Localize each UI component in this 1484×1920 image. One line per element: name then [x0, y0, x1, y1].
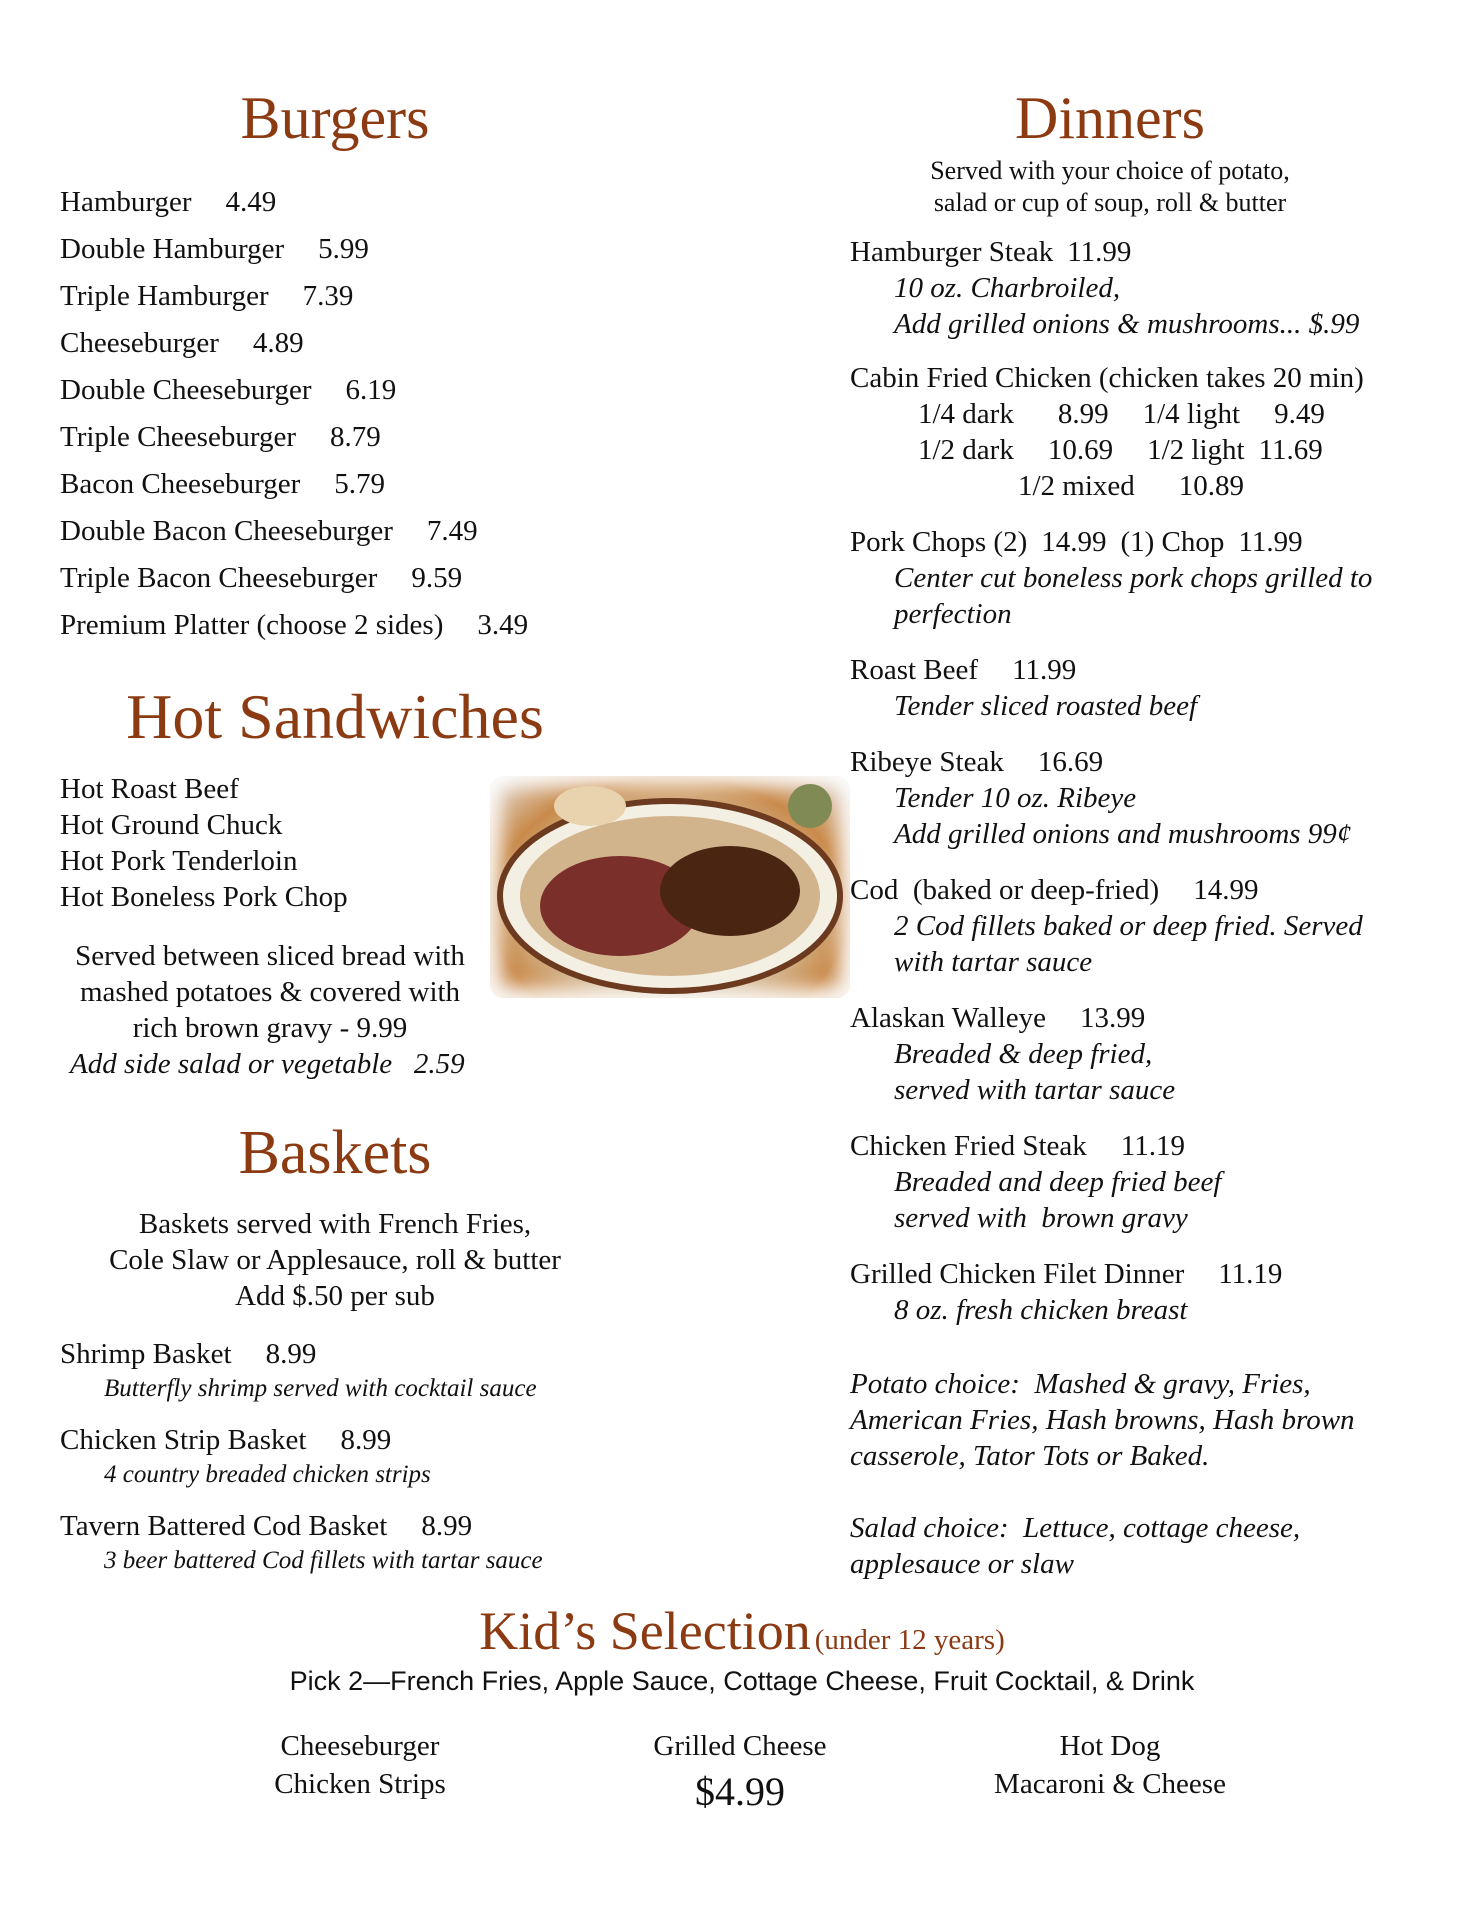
item-name: Bacon Cheeseburger: [60, 468, 301, 500]
item-name: Hamburger: [60, 186, 192, 218]
item-description: Tender 10 oz. Ribeye: [894, 782, 1137, 814]
item-description: with tartar sauce: [894, 946, 1093, 978]
item-price: 11.19: [1218, 1258, 1283, 1290]
kids-item: Macaroni & Cheese: [994, 1768, 1226, 1800]
description-line: Baskets served with French Fries,: [138, 1208, 532, 1240]
item-name: Double Cheeseburger: [60, 374, 312, 406]
kids-item: Hot Dog: [1059, 1730, 1161, 1762]
list-item: [60, 376, 396, 405]
item-price: 4.89: [252, 327, 304, 359]
burgers-heading: Burgers: [240, 85, 430, 151]
item-name: Chicken Strip Basket: [60, 1424, 307, 1456]
kids-item: Grilled Cheese: [653, 1730, 827, 1762]
list-item: [60, 517, 478, 546]
list-item: [60, 470, 385, 499]
dinner-item: [850, 238, 1131, 267]
dinners-subtitle-line: salad or cup of soup, roll & butter: [933, 188, 1287, 217]
list-item: [60, 423, 381, 452]
list-item: [60, 235, 369, 264]
option-label: 1/2 mixed: [1018, 470, 1135, 502]
choice-line: applesauce or slaw: [850, 1548, 1074, 1580]
kids-heading: [0, 1600, 1484, 1662]
item-price: 5.99: [318, 233, 369, 265]
option-price: 8.99: [1057, 398, 1109, 430]
list-item: [60, 1426, 391, 1455]
hot-sandwiches-heading: Hot Sandwiches: [126, 681, 544, 752]
item-price: 8.99: [265, 1338, 317, 1370]
kids-price: $4.99: [695, 1769, 785, 1814]
option-label: 1/4 dark: [918, 398, 1014, 430]
item-name: Hamburger Steak: [850, 236, 1054, 268]
dinner-item: [850, 1260, 1282, 1289]
item-name: Double Hamburger: [60, 233, 285, 265]
item-price: 5.79: [334, 468, 385, 500]
list-item: [60, 282, 353, 311]
list-item: Hot Boneless Pork Chop: [60, 881, 348, 913]
item-name: Grilled Chicken Filet Dinner: [850, 1258, 1185, 1290]
list-item: [60, 1512, 472, 1541]
list-item: Hot Roast Beef: [60, 773, 239, 805]
dinner-item: [850, 876, 1258, 905]
chicken-option-row: [1018, 472, 1244, 501]
option-price: 10.89: [1178, 470, 1245, 502]
item-price: 7.49: [426, 515, 478, 547]
item-price: 3.49: [477, 609, 529, 641]
item-price: 7.39: [302, 280, 354, 312]
description-line: Cole Slaw or Applesauce, roll & butter: [109, 1244, 561, 1276]
food-photo: [490, 776, 850, 998]
item-description: perfection: [894, 598, 1012, 630]
item-description: 10 oz. Charbroiled,: [894, 272, 1121, 304]
item-name: Chicken Fried Steak: [850, 1130, 1087, 1162]
item-description: Center cut boneless pork chops grilled to: [894, 562, 1373, 594]
item-price: 13.99: [1080, 1002, 1146, 1034]
item-price: 9.59: [411, 562, 463, 594]
list-item: [60, 611, 528, 640]
item-price: 16.69: [1037, 746, 1104, 778]
item-price: 11.99: [1012, 654, 1077, 686]
plate-illustration: [490, 776, 850, 998]
item-price: 8.79: [330, 421, 381, 453]
chicken-option-row: [918, 400, 1325, 429]
choice-line: Salad choice: Lettuce, cottage cheese,: [850, 1512, 1301, 1544]
option-label: 1/2 light: [1147, 434, 1245, 466]
item-description: served with brown gravy: [894, 1202, 1188, 1234]
item-price: 11.19: [1120, 1130, 1185, 1162]
item-name: Premium Platter (choose 2 sides): [60, 609, 444, 641]
kids-item: Chicken Strips: [274, 1768, 446, 1800]
list-item: [60, 1340, 316, 1369]
item-name: Alaskan Walleye: [850, 1002, 1047, 1034]
choice-line: American Fries, Hash browns, Hash brown: [850, 1404, 1355, 1436]
baskets-heading: Baskets: [238, 1119, 432, 1187]
item-name: Tavern Battered Cod Basket: [60, 1510, 388, 1542]
item-description: 8 oz. fresh chicken breast: [894, 1294, 1188, 1326]
kids-age-note: (under 12 years): [814, 1624, 1005, 1656]
dinners-subtitle-line: Served with your choice of potato,: [930, 156, 1290, 185]
list-item: Hot Pork Tenderloin: [60, 845, 298, 877]
item-price: 11.99: [1067, 236, 1132, 268]
item-price: 4.49: [225, 186, 277, 218]
item-description: Add grilled onions and mushrooms 99¢: [894, 818, 1352, 850]
option-price: 10.69: [1047, 434, 1114, 466]
dinner-item: [850, 748, 1103, 777]
item-price: 14.99: [1041, 526, 1107, 558]
item-price: 11.99: [1238, 526, 1303, 558]
dinners-heading: Dinners: [1015, 85, 1205, 151]
item-name: Roast Beef: [850, 654, 979, 686]
kids-col-3: [960, 1730, 1260, 1801]
item-name: Triple Cheeseburger: [60, 421, 296, 453]
item-description: 2 Cod fillets baked or deep fried. Served: [894, 910, 1363, 942]
description-line: Served between sliced bread with: [75, 940, 465, 972]
kids-col-1: [230, 1730, 490, 1801]
item-description: Butterfly shrimp served with cocktail sauce: [104, 1375, 537, 1402]
dinner-item: Cabin Fried Chicken (chicken takes 20 min): [850, 362, 1364, 394]
option-label: 1/4 light: [1142, 398, 1241, 430]
item-name: Triple Hamburger: [60, 280, 269, 312]
chicken-option-row: [918, 436, 1323, 465]
item-name: Cheeseburger: [60, 327, 219, 359]
kids-title: Kid’s Selection: [479, 1601, 811, 1661]
item-name: Ribeye Steak: [850, 746, 1004, 778]
item-description: served with tartar sauce: [894, 1074, 1176, 1106]
dinner-item: [850, 528, 1303, 557]
addon-line: Add side salad or vegetable 2.59: [70, 1048, 465, 1080]
dinner-item: [850, 1132, 1185, 1161]
item-name: Double Bacon Cheeseburger: [60, 515, 393, 547]
choice-line: casserole, Tator Tots or Baked.: [850, 1440, 1210, 1472]
item-price: 14.99: [1193, 874, 1259, 906]
item-name: Cod (baked or deep-fried): [850, 874, 1160, 906]
option-label: 1/2 dark: [918, 434, 1014, 466]
item-name: Shrimp Basket: [60, 1338, 232, 1370]
item-description: 3 beer battered Cod fillets with tartar sauce: [104, 1547, 543, 1574]
item-name: (1) Chop: [1120, 526, 1225, 558]
description-line: mashed potatoes & covered with: [79, 976, 461, 1008]
kids-pick-line: Pick 2—French Fries, Apple Sauce, Cottage Cheese, Fruit Cocktail, & Drink: [289, 1666, 1195, 1696]
choice-line: Potato choice: Mashed & gravy, Fries,: [850, 1368, 1311, 1400]
option-price: 11.69: [1258, 434, 1323, 466]
item-price: 8.99: [421, 1510, 473, 1542]
dinner-item: [850, 1004, 1145, 1033]
item-price: 6.19: [345, 374, 397, 406]
list-item: Hot Ground Chuck: [60, 809, 283, 841]
item-description: Breaded & deep fried,: [894, 1038, 1153, 1070]
description-line: Add $.50 per sub: [235, 1280, 435, 1312]
list-item: [60, 188, 276, 217]
list-item: [60, 329, 304, 358]
item-description: Tender sliced roasted beef: [894, 690, 1198, 722]
option-price: 9.49: [1274, 398, 1325, 430]
dinner-item: [850, 656, 1076, 685]
kids-col-2: [600, 1730, 880, 1815]
item-description: 4 country breaded chicken strips: [104, 1461, 431, 1488]
description-line: rich brown gravy - 9.99: [132, 1012, 408, 1044]
item-name: Pork Chops (2): [850, 526, 1028, 558]
item-price: 8.99: [340, 1424, 392, 1456]
item-name: Triple Bacon Cheeseburger: [60, 562, 378, 594]
list-item: [60, 564, 462, 593]
item-description: Breaded and deep fried beef: [894, 1166, 1222, 1198]
kids-item: Cheeseburger: [280, 1730, 440, 1762]
item-description: Add grilled onions & mushrooms... $.99: [894, 308, 1360, 340]
